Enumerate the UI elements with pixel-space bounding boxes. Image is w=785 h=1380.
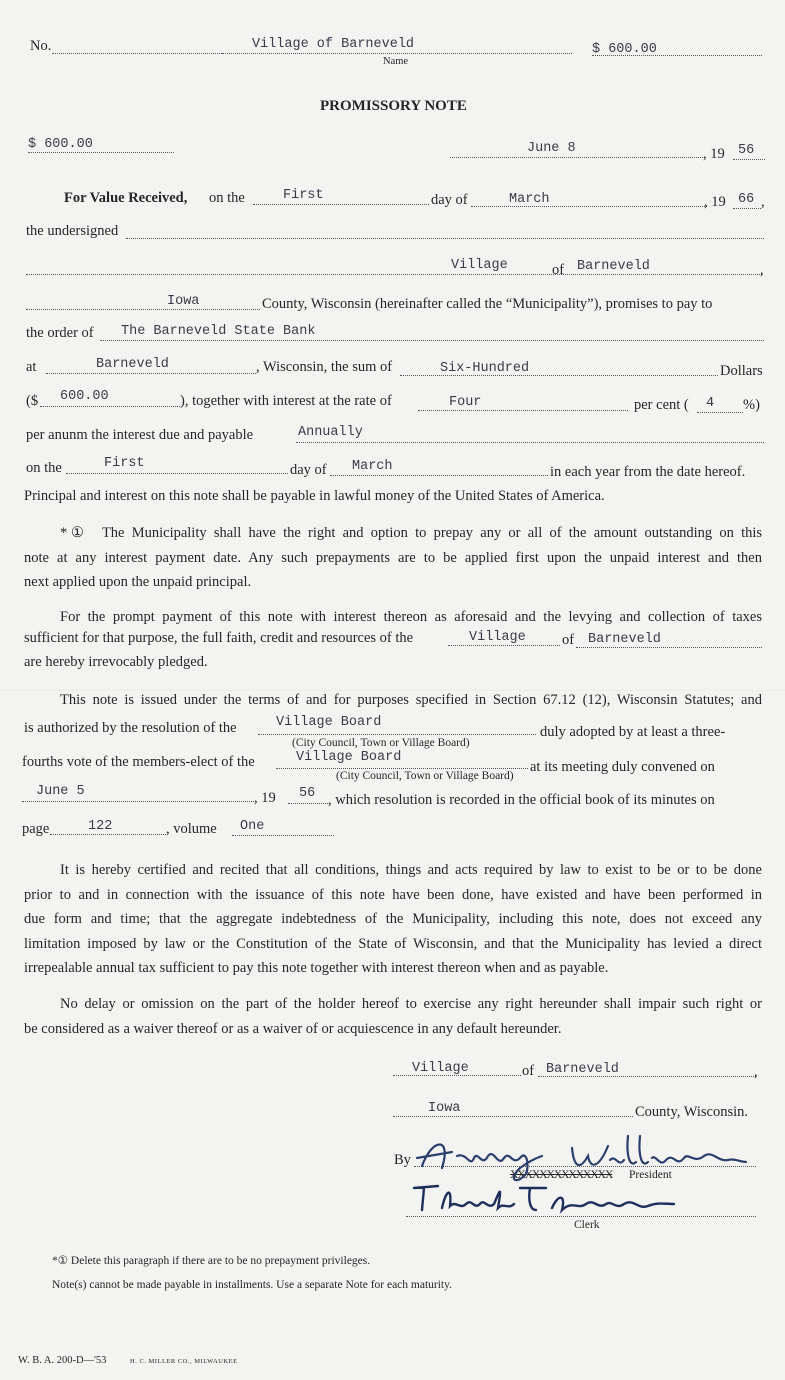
clerk-signature (412, 1180, 682, 1220)
minutes-volume: One (240, 819, 265, 834)
waiver-paragraph: No delay or omission on the part of the holder hereof to exercise any right hereunder shall impair such right or be considered as a waiver thereof or as a waiver of or acquiescence in any default hereunder. (24, 996, 762, 1037)
signer-name: Barneveld (546, 1062, 619, 1077)
principal-text: Principal and interest on this note shall be payable in lawful money of the United States of America. (24, 488, 605, 504)
value-received-label: For Value Received, (64, 190, 188, 206)
certification-paragraph: It is hereby certified and recited that all conditions, things and acts required by law to exist to be or to be done prior to and in connection with the issuance of this note have been done, have existed and have been performed in due form and time; that the aggregate indebtedness of the Municipality, including this note, does not exceed any limitation imposed by law or the Constitution of the State of Wisconsin, and that the Municipality has levied a direct irrepealable annual tax sufficient to pay this note together with interest thereon when and as payable. (24, 862, 762, 976)
interest-month: March (352, 459, 393, 474)
footnote-prepay: *① Delete this paragraph if there are to be no prepayment privileges. (52, 1255, 371, 1267)
no-label: No. (30, 38, 52, 54)
footnote-installments: Note(s) cannot be made payable in installments. Use a separate Note for each maturity. (52, 1279, 453, 1291)
signer-type: Village (412, 1061, 469, 1076)
prepay-paragraph: *① The Municipality shall have the right and option to prepay any or all of the amount outstanding on this note at any interest payment date. Any such prepayments are to be applied first upon the unpaid interest and then next applied upon the unpaid principal. (24, 525, 763, 590)
pay-place: Barneveld (96, 357, 169, 372)
payable-frequency: Annually (298, 425, 363, 440)
undersigned-type: Village (451, 258, 508, 273)
name-caption: Name (383, 56, 409, 67)
note-amount: $ 600.00 (28, 137, 93, 152)
pledge-name: Barneveld (588, 632, 661, 647)
meeting-year: 56 (299, 786, 316, 801)
page-title: PROMISSORY NOTE (320, 98, 467, 114)
rate-words: Four (449, 395, 482, 410)
maturity-day: First (283, 188, 324, 203)
electing-board: Village Board (296, 750, 402, 765)
municipality-name: Village of Barneveld (252, 37, 415, 52)
meeting-date: June 5 (36, 784, 85, 799)
county-value: Iowa (167, 294, 200, 309)
form-id: W. B. A. 200-D—'53 (18, 1355, 107, 1366)
maturity-year: 66 (738, 192, 755, 207)
issued-paragraph: This note is issued under the terms of and for purposes specified in Section 67.12 (12), Wisconsin Statutes; and (60, 692, 762, 708)
header-amount: $ 600.00 (592, 42, 657, 57)
note-year: 56 (738, 143, 755, 158)
interest-day: First (104, 456, 145, 471)
maturity-month: March (509, 192, 550, 207)
note-date: June 8 (527, 141, 576, 156)
rate-figure: 4 (706, 396, 715, 411)
undersigned-name: Barneveld (577, 259, 650, 274)
amount-figures: 600.00 (60, 389, 109, 404)
authorizing-board: Village Board (276, 715, 382, 730)
pledge-type: Village (469, 630, 526, 645)
payee: The Barneveld State Bank (121, 324, 316, 339)
minutes-page: 122 (88, 819, 113, 834)
signer-county: Iowa (428, 1101, 461, 1116)
printer-imprint: H. C. MILLER CO., MILWAUKEE (130, 1358, 238, 1365)
amount-words: Six-Hundred (440, 361, 530, 376)
pledge-paragraph: For the prompt payment of this note with interest thereon as aforesaid and the levying and collection of taxes (60, 609, 762, 625)
